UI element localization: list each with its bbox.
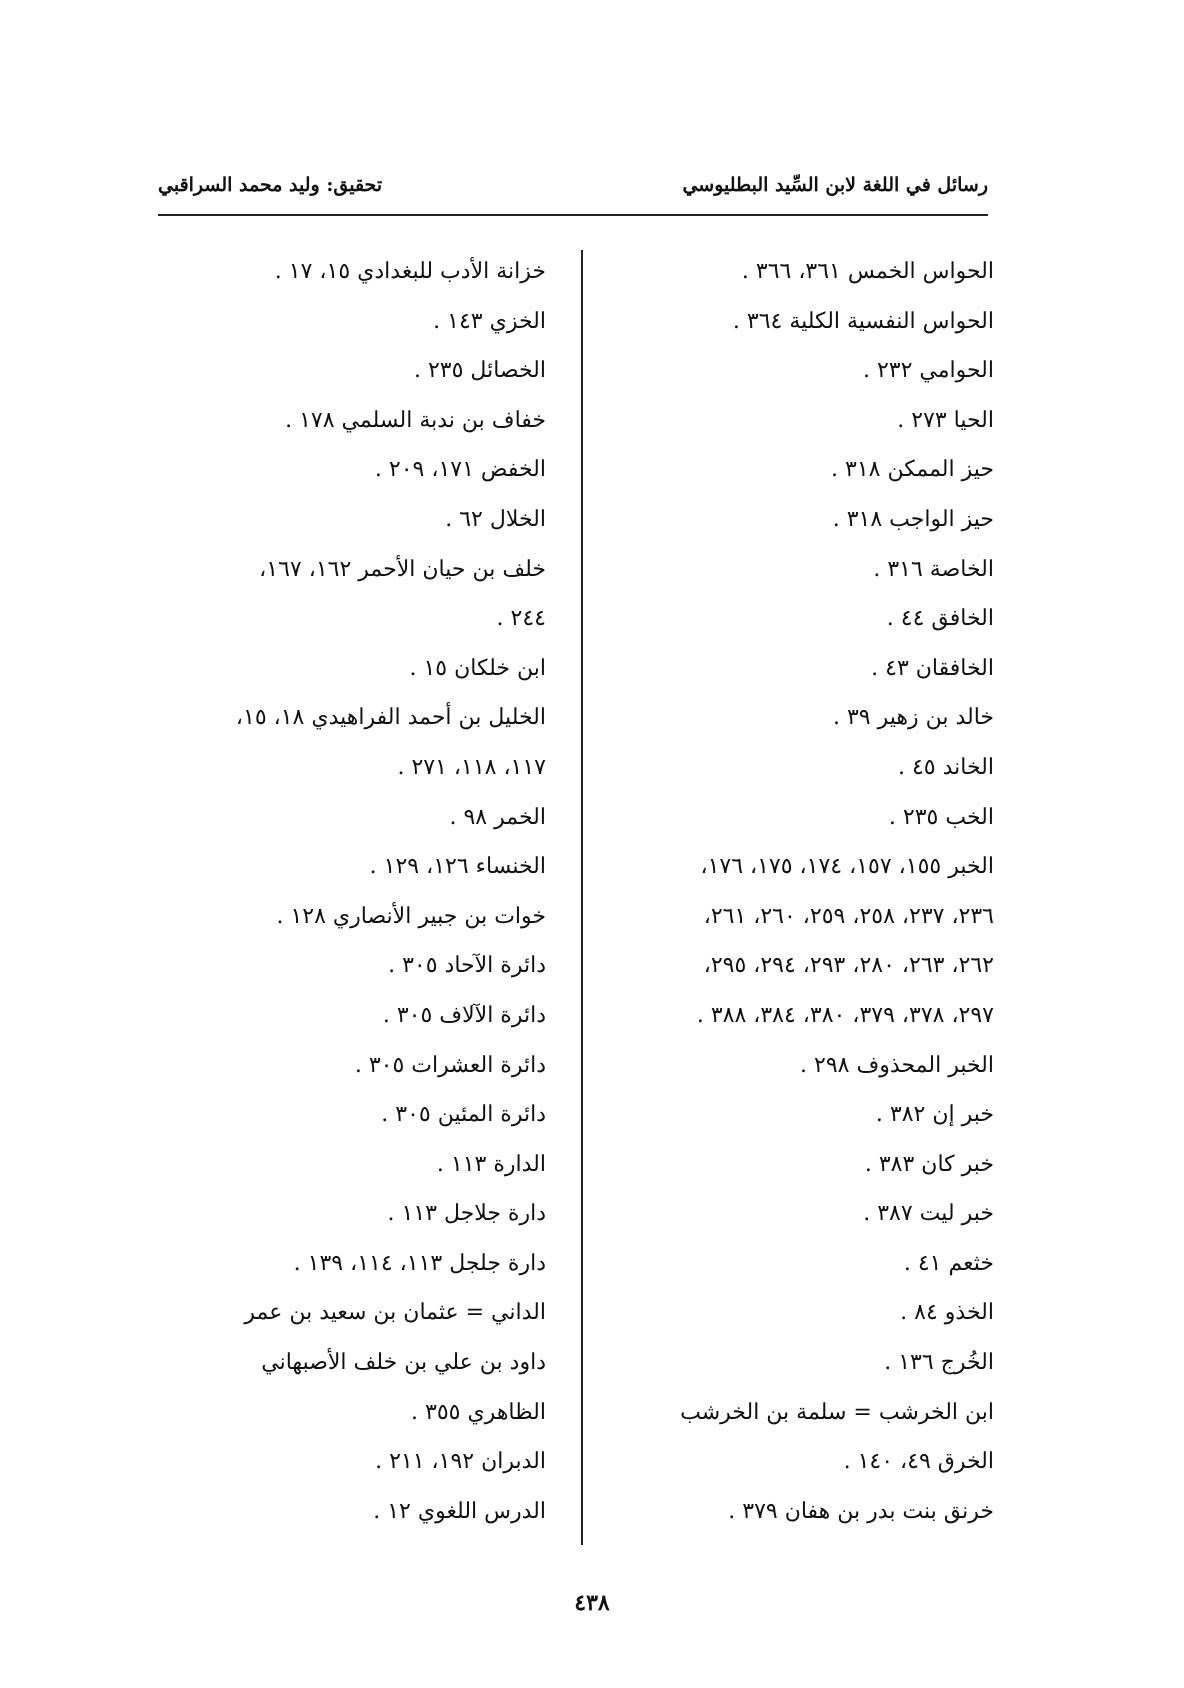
index-entry: خبر كان ٣٨٣ . [864, 1151, 994, 1177]
index-entry: الدرس اللغوي ١٢ . [373, 1498, 546, 1524]
index-entry: خرنق بنت بدر بن هفان ٣٧٩ . [728, 1498, 994, 1524]
index-entry: الخذو ٨٤ . [900, 1300, 994, 1326]
index-entry: الخفض ١٧١، ٢٠٩ . [374, 457, 546, 483]
index-entry: خلف بن حيان الأحمر ١٦٢، ١٦٧، [259, 556, 546, 582]
index-entry: الخبر المحذوف ٢٩٨ . [800, 1052, 994, 1078]
index-entry: الحيا ٢٧٣ . [897, 407, 994, 433]
index-entry: دارة جلجل ١١٣، ١١٤، ١٣٩ . [293, 1250, 546, 1276]
index-entry: الدارة ١١٣ . [436, 1151, 546, 1177]
index-entry: الدبران ١٩٢، ٢١١ . [375, 1449, 546, 1475]
index-column-right [594, 252, 994, 1541]
index-entry: الخبر ١٥٥، ١٥٧، ١٧٤، ١٧٥، ١٧٦، [700, 854, 994, 880]
index-entry: الخب ٢٣٥ . [888, 804, 994, 830]
index-entry: خبر ليت ٣٨٧ . [863, 1201, 994, 1227]
index-entry: ١١٧، ١١٨، ٢٧١ . [397, 754, 546, 780]
index-entry: خثعم ٤١ . [903, 1250, 994, 1276]
index-entry: الخليل بن أحمد الفراهيدي ١٨، ١٥، [235, 705, 546, 731]
index-entry: الداني = عثمان بن سعيد بن عمر [244, 1300, 546, 1326]
index-entry: الخلال ٦٢ . [445, 506, 546, 532]
index-entry: حيز الواجب ٣١٨ . [832, 506, 994, 532]
index-entry: حيز الممكن ٣١٨ . [831, 457, 994, 483]
index-entry: دائرة المئين ٣٠٥ . [381, 1102, 546, 1128]
index-entry: ٢٩٧، ٣٧٨، ٣٧٩، ٣٨٠، ٣٨٤، ٣٨٨ . [696, 1002, 994, 1028]
index-entry: الحوامي ٢٣٢ . [862, 358, 994, 384]
index-entry: الخاند ٤٥ . [897, 754, 994, 780]
index-entry: الحواس النفسية الكلية ٣٦٤ . [732, 308, 994, 334]
index-entry: الخرق ٤٩، ١٤٠ . [843, 1449, 994, 1475]
index-entry: خوات بن جبير الأنصاري ١٢٨ . [276, 903, 546, 929]
index-column-left [146, 252, 546, 1541]
index-entry: الخنساء ١٢٦، ١٢٩ . [369, 854, 546, 880]
index-entry: ٢٤٤ . [496, 606, 546, 632]
index-entry: الخزي ١٤٣ . [433, 308, 546, 334]
index-entry: الخاصة ٣١٦ . [873, 556, 994, 582]
index-entry: ٢٣٦، ٢٣٧، ٢٥٨، ٢٥٩، ٢٦٠، ٢٦١، [703, 903, 994, 929]
index-entry: الخمر ٩٨ . [449, 804, 546, 830]
index-entry: الخافقان ٤٣ . [871, 655, 994, 681]
index-entry: الخُرج ١٣٦ . [884, 1350, 994, 1376]
page-header [158, 170, 988, 216]
index-entry: خبر إن ٣٨٢ . [875, 1102, 994, 1128]
index-entry: دائرة العشرات ٣٠٥ . [354, 1052, 546, 1078]
index-entry: ابن الخرشب = سلمة بن الخرشب [680, 1399, 994, 1425]
index-entry: خالد بن زهير ٣٩ . [832, 705, 994, 731]
book-title: رسائل في اللغة لابن السِّيد البطليوسي [682, 174, 988, 196]
index-entry: خفاف بن ندبة السلمي ١٧٨ . [285, 407, 546, 433]
index-entry: ابن خلكان ١٥ . [409, 655, 546, 681]
index-entry: دائرة الآحاد ٣٠٥ . [388, 953, 546, 979]
index-entry: الخصائل ٢٣٥ . [413, 358, 546, 384]
page-number: ٤٣٨ [574, 1590, 610, 1616]
index-entry: دارة جلاجل ١١٣ . [387, 1201, 546, 1227]
index-entry: ٢٦٢، ٢٦٣، ٢٨٠، ٢٩٣، ٢٩٤، ٢٩٥، [703, 953, 994, 979]
editor-credit: تحقيق: وليد محمد السراقبي [158, 174, 383, 196]
index-entry: دائرة الآلاف ٣٠٥ . [382, 1002, 546, 1028]
index-entry: الظاهري ٣٥٥ . [411, 1399, 546, 1425]
column-divider [581, 250, 583, 1545]
index-entry: داود بن علي بن خلف الأصبهاني [261, 1350, 546, 1376]
index-entry: الحواس الخمس ٣٦١، ٣٦٦ . [741, 259, 994, 284]
index-entry: خزانة الأدب للبغدادي ١٥، ١٧ . [274, 259, 546, 284]
index-entry: الخافق ٤٤ . [886, 606, 994, 632]
